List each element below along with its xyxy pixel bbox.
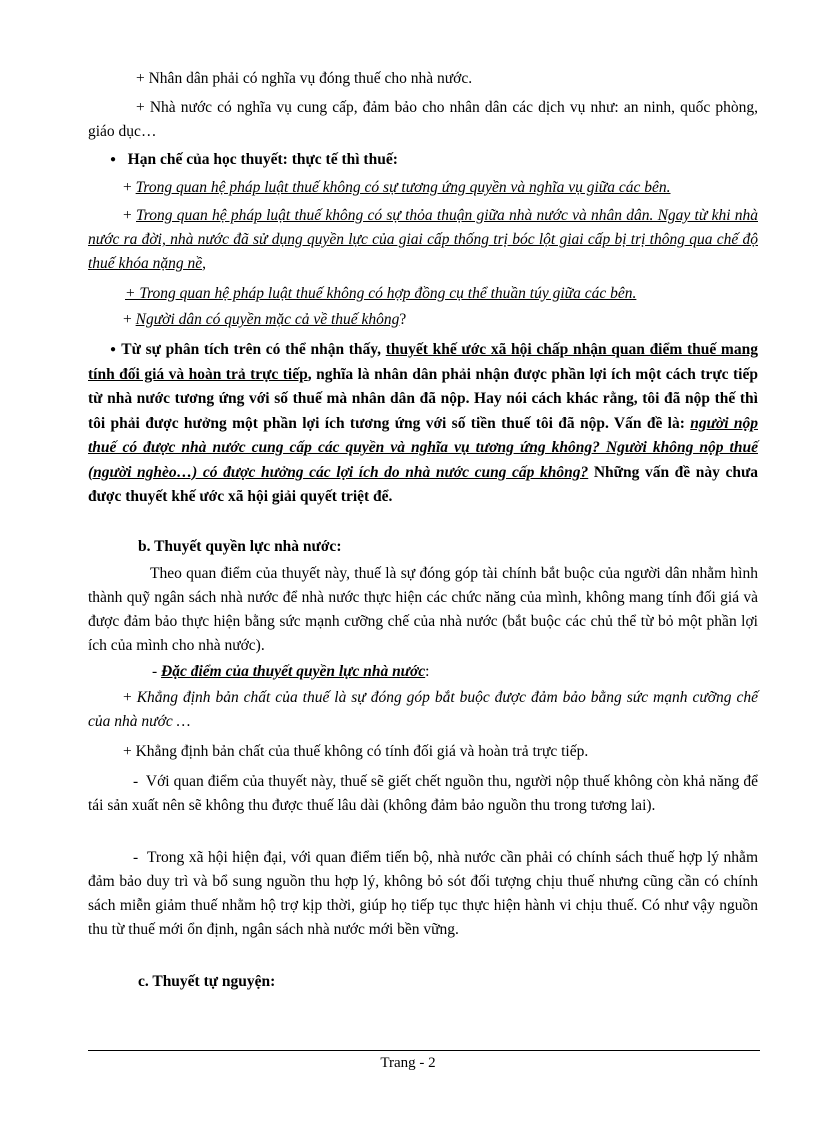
colon-mark: : [425,663,430,680]
heading-state-power-theory: b. Thuyết quyền lực nhà nước: [138,538,342,555]
plus-mark: + [123,311,132,328]
paragraph-analysis [88,338,758,510]
text-limit-2: Trong quan hệ pháp luật thuế không có sự thỏa thuận giữa nhà nước và nhân dân. Ngay từ khi nhà nước ra đời, nhà nước đã sử dụng quyền lực của giai cấp thống trị bóc lột giai cấp bị trị thông qua chế độ thuế khóa nặng nề [88,207,758,272]
text-feature-1: Khẳng định bản chất của thuế là sự đóng góp bắt buộc được đảm bảo bằng sức mạnh cưỡng chế của nhà nước … [88,689,758,730]
paragraph-limit-3 [88,282,758,306]
paragraph-critique-2 [88,846,758,942]
dash-mark: - [133,773,139,790]
paragraph-features-heading [88,660,758,684]
section-b-heading [88,535,758,559]
dash-mark: - [152,663,158,680]
limitations-heading: Hạn chế của học thuyết: thực tế thì thuế: [127,151,398,168]
comma-mark: , [202,255,206,272]
paragraph-state-power [88,562,758,658]
page-number: Trang - 2 [380,1055,436,1071]
paragraph-feature-1 [88,686,758,734]
features-heading: Đặc điểm của thuyết quyền lực nhà nước [161,663,426,680]
paragraph-critique-1 [88,770,758,818]
plus-mark: + [123,207,132,224]
text-analysis-highlight: thuyết khế ước xã hội chấp nhận quan điểm thuế mang tính đối giá và hoàn trả trực tiếp [88,341,758,383]
plus-mark: + [123,689,132,706]
text-limit-1: Trong quan hệ pháp luật thuế không có sự tương ứng quyền và nghĩa vụ giữa các bên. [135,179,671,196]
bullet-icon: ● [110,154,117,165]
paragraph-tax-duty [88,67,758,91]
heading-voluntary-theory: c. Thuyết tự nguyện: [138,973,276,990]
text-critique-1: Với quan điểm của thuyết này, thuế sẽ giết chết nguồn thu, người nộp thuế không còn khả năng để tái sản xuất nên sẽ không thu được thuế lâu dài (không đảm bảo nguồn thu trong tương lai). [88,773,758,814]
text-analysis-question: người nộp thuế có được nhà nước cung cấp các quyền và nghĩa vụ tương ứng không? Người không nộp thuế (người nghèo…) có được hưởng các lợi ích do nhà nước cung cấp không? [88,414,758,481]
bullet-icon: ● [110,344,117,355]
text-state-duty: + Nhà nước có nghĩa vụ cung cấp, đảm bảo cho nhân dân các dịch vụ như: an ninh, quốc phòng, giáo dục… [88,99,758,140]
text-limit-4: Người dân có quyền mặc cả về thuế không [135,311,400,328]
paragraph-state-duty [88,96,758,144]
question-mark: ? [399,311,407,328]
text-analysis-conclusion: Những vấn đề này chưa được thuyết khế ước xã hội giải quyết triệt để. [88,463,759,505]
plus-mark: + [123,179,132,196]
paragraph-limitations-heading [110,148,780,172]
text-critique-2: Trong xã hội hiện đại, với quan điểm tiến bộ, nhà nước cần phải có chính sách thuế hợp lý nhằm đảm bảo duy trì và bổ sung nguồn thu hợp lý, không bỏ sót đối tượng chịu thuế nhưng cũng cần có chính sách miễn giảm thuế nhằm hộ trợ kịp thời, giúp họ tiếp tục thực hiện hành vi chịu thuế. Có như vậy nguồn thu từ thuế mới ổn định, ngân sách nhà nước mới bền vững. [88,849,758,938]
footer-divider [88,1050,760,1051]
section-c-heading [88,970,758,994]
text-tax-duty: + Nhân dân phải có nghĩa vụ đóng thuế cho nhà nước. [136,70,473,87]
paragraph-feature-2 [88,740,758,764]
paragraph-limit-4 [88,308,758,332]
text-analysis-intro: Từ sự phân tích trên có thể nhận thấy, [121,341,382,358]
text-limit-3: + Trong quan hệ pháp luật thuế không có hợp đồng cụ thể thuần túy giữa các bên. [125,285,637,302]
text-feature-2: + Khẳng định bản chất của thuế không có tính đối giá và hoàn trả trực tiếp. [123,743,589,760]
text-state-power: Theo quan điểm của thuyết này, thuế là sự đóng góp tài chính bắt buộc của người dân nhằm hình thành quỹ ngân sách nhà nước để nhà nước thực hiện các chức năng của mình, không mang tính đối giá và được đảm bảo thực hiện bằng sức mạnh cưỡng chế của nhà nước (bắt buộc các chủ thể từ bỏ một phần lợi ích của mình cho nhà nước). [88,565,758,654]
dash-mark: - [133,849,139,866]
paragraph-limit-2 [88,204,758,276]
text-analysis-body: , nghĩa là nhân dân phải nhận được phần lợi ích một cách trực tiếp từ nhà nước tương ứng với số thuế mà nhân dân đã nộp. Hay nói cách khác rằng, tôi đã nộp thế thì tôi phải được hưởng một phần lợi ích tương ứng với số tiền thuế tôi đã nộp. Vấn đề là: [88,365,758,432]
paragraph-limit-1 [88,176,758,200]
